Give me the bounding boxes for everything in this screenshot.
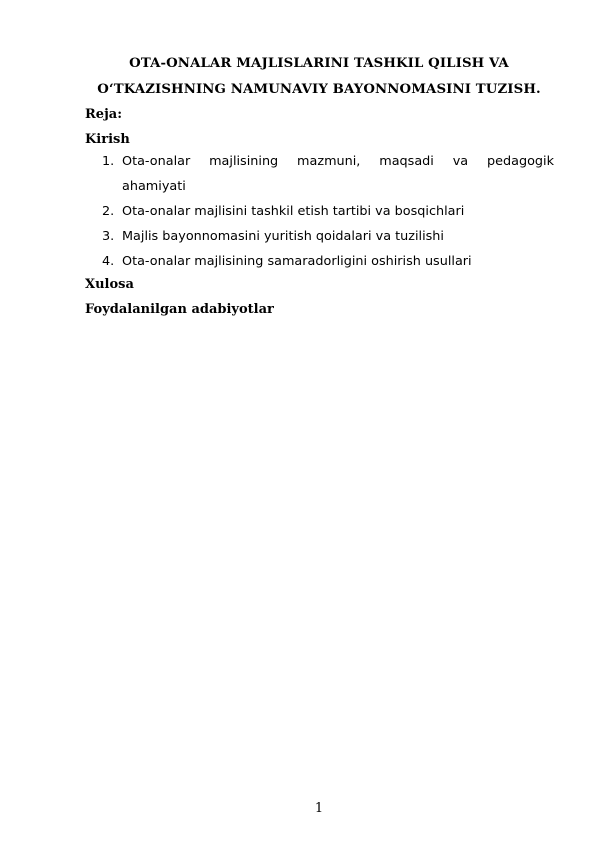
document-title-line-2: O‘TKAZISHNING NAMUNAVIY BAYONNOMASINI TUZISH. (97, 82, 541, 97)
references-label: Foydalanilgan adabiyotlar (85, 302, 274, 317)
plan-label: Reja: (85, 107, 123, 122)
plan-item-number: 3. (102, 229, 115, 244)
document-title-line-1: OTA-ONALAR MAJLISLARINI TASHKIL QILISH VA (129, 56, 509, 71)
plan-item-number: 4. (102, 254, 115, 269)
plan-item-text: Ota-onalar majlisini tashkil etish tartibi va bosqichlari (122, 204, 465, 219)
page-number: 1 (314, 801, 324, 816)
conclusion-label: Xulosa (85, 277, 134, 292)
plan-item-text: Majlis bayonnomasini yuritish qoidalari va tuzilishi (122, 229, 444, 244)
plan-item-number: 1. (102, 154, 115, 169)
plan-item-text-line-2: ahamiyati (122, 179, 186, 194)
plan-item-text-line-1: Ota-onalar majlisining mazmuni, maqsadi va pedagogik (122, 154, 554, 169)
plan-item-text: Ota-onalar majlisining samaradorligini oshirish usullari (122, 254, 472, 269)
plan-item-number: 2. (102, 204, 115, 219)
intro-label: Kirish (85, 132, 130, 147)
